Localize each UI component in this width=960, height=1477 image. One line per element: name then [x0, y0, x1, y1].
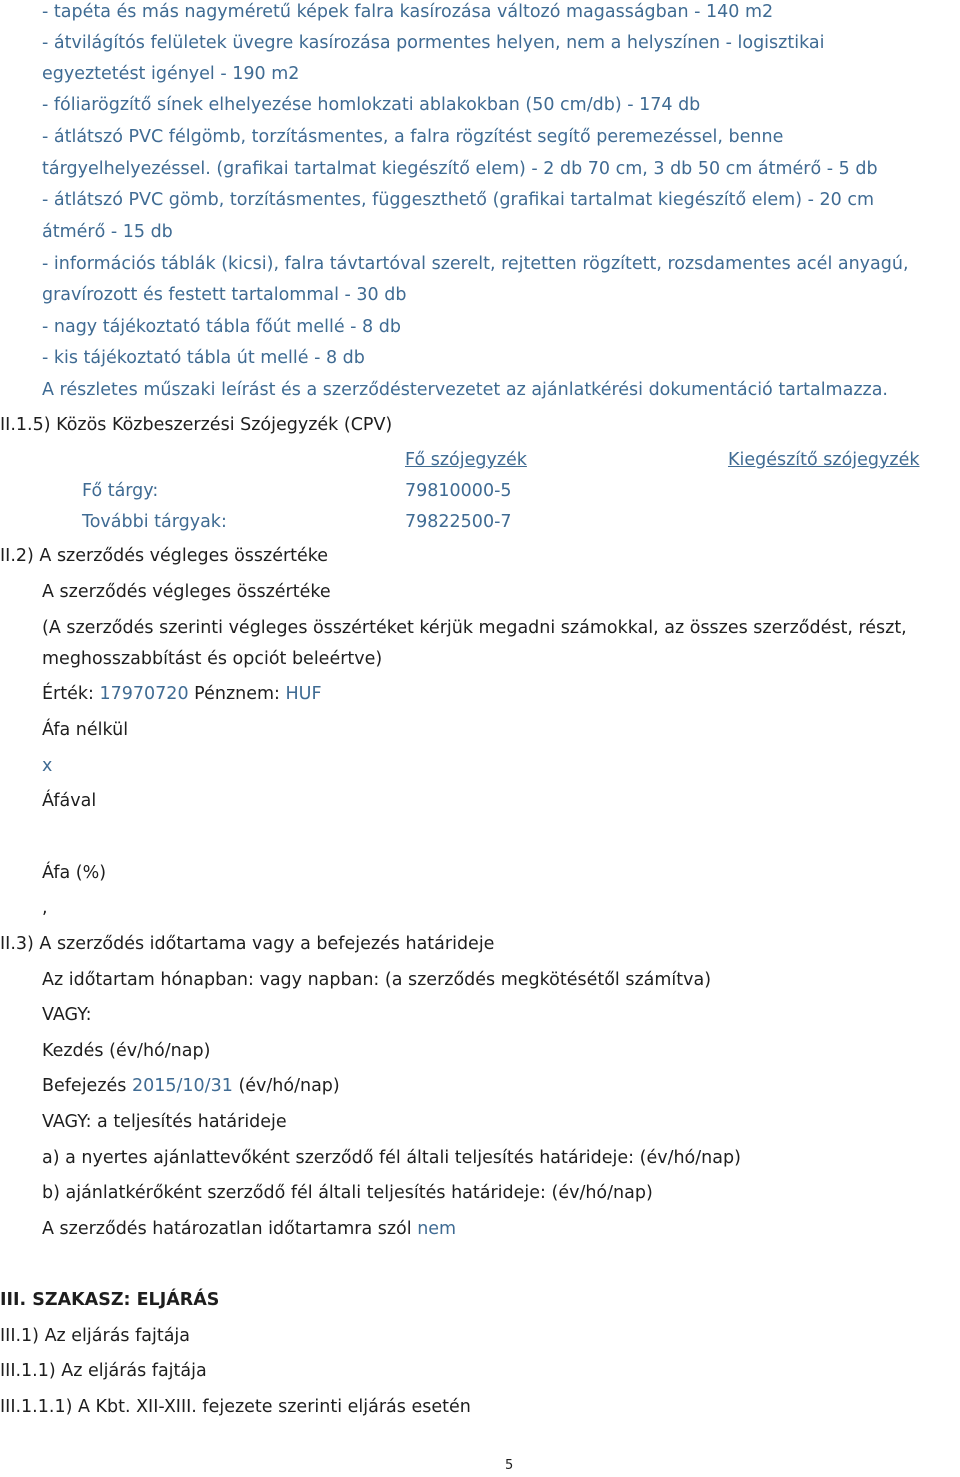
cpv-other-subject-code: 79822500-7 — [405, 512, 512, 532]
duration-indefinite-value: nem — [417, 1219, 457, 1239]
duration-months-days: Az időtartam hónapban: vagy napban: (a szerződés megkötésétől számítva) — [42, 970, 712, 990]
description-line: - átlátszó PVC félgömb, torzításmentes, a falra rögzítést segítő peremezéssel, benne — [42, 127, 784, 147]
description-line: A részletes műszaki leírást és a szerződéstervezetet az ajánlatkérési dokumentáció tartalmazza. — [42, 380, 888, 400]
section-iii-1-1-1: III.1.1.1) A Kbt. XII-XIII. fejezete szerinti eljárás esetén — [0, 1397, 471, 1417]
vat-excluded-label: Áfa nélkül — [42, 720, 129, 740]
cpv-other-subject-label: További tárgyak: — [82, 512, 227, 532]
value-note: meghosszabbítást és opciót beleértve) — [42, 649, 383, 669]
duration-deadline-a: a) a nyertes ajánlattevőként szerződő fél általi teljesítés határideje: (év/hó/nap) — [42, 1148, 741, 1168]
description-line: egyeztetést igényel - 190 m2 — [42, 64, 300, 84]
section-iii-heading: III. SZAKASZ: ELJÁRÁS — [0, 1290, 220, 1310]
currency-value: HUF — [285, 684, 322, 704]
value-heading: II.2) A szerződés végleges összértéke — [0, 546, 329, 566]
value-amount: 17970720 — [99, 684, 189, 704]
description-line: - tapéta és más nagyméretű képek falra kasírozása változó magasságban - 140 m2 — [42, 2, 774, 22]
value-amount-line — [42, 682, 322, 706]
value-label: Érték: — [42, 684, 94, 704]
cpv-main-subject-code: 79810000-5 — [405, 481, 512, 501]
cpv-main-vocab-header: Fő szójegyzék — [405, 450, 527, 470]
section-iii-1-1: III.1.1) Az eljárás fajtája — [0, 1361, 207, 1381]
duration-deadline-b: b) ajánlatkérőként szerződő fél általi teljesítés határideje: (év/hó/nap) — [42, 1183, 653, 1203]
duration-end-date: 2015/10/31 — [131, 1076, 233, 1096]
vat-percent-value: , — [42, 898, 48, 918]
value-note: (A szerződés szerinti végleges összértéket kérjük megadni számokkal, az összes szerződést, részt, — [42, 618, 907, 638]
description-line: - fóliarögzítő sínek elhelyezése homlokzati ablakokban (50 cm/db) - 174 db — [42, 95, 701, 115]
duration-heading: II.3) A szerződés időtartama vagy a befejezés határideje — [0, 934, 495, 954]
cpv-main-subject-label: Fő tárgy: — [82, 481, 159, 501]
vat-percent-label: Áfa (%) — [42, 863, 107, 883]
description-line: tárgyelhelyezéssel. (grafikai tartalmat kiegészítő elem) - 2 db 70 cm, 3 db 50 cm átmérő - 5 db — [42, 159, 878, 179]
value-subheading: A szerződés végleges összértéke — [42, 582, 331, 602]
duration-start: Kezdés (év/hó/nap) — [42, 1041, 211, 1061]
description-line: - átlátszó PVC gömb, torzításmentes, függeszthető (grafikai tartalmat kiegészítő elem) - 20 cm — [42, 190, 874, 210]
duration-end-format: (év/hó/nap) — [238, 1076, 340, 1096]
description-line: - nagy tájékoztató tábla főút mellé - 8 db — [42, 317, 401, 337]
duration-or: VAGY: — [42, 1005, 92, 1025]
description-line: - információs táblák (kicsi), falra távtartóval szerelt, rejtetten rögzített, rozsdamentes acél anyagú, — [42, 254, 909, 274]
section-iii-1: III.1) Az eljárás fajtája — [0, 1326, 191, 1346]
duration-deadline-heading: VAGY: a teljesítés határideje — [42, 1112, 287, 1132]
duration-end-line — [42, 1074, 340, 1098]
vat-excluded-mark: x — [42, 756, 53, 776]
cpv-supplementary-vocab-header: Kiegészítő szójegyzék — [728, 450, 920, 470]
duration-end-label: Befejezés — [42, 1076, 127, 1096]
duration-indefinite-label: A szerződés határozatlan időtartamra szól — [42, 1219, 412, 1239]
description-line: - átvilágítós felületek üvegre kasírozása pormentes helyen, nem a helyszínen - logisztikai — [42, 33, 825, 53]
description-line: - kis tájékoztató tábla út mellé - 8 db — [42, 348, 365, 368]
cpv-heading: II.1.5) Közös Közbeszerzési Szójegyzék (CPV) — [0, 415, 393, 435]
vat-included-label: Áfával — [42, 791, 97, 811]
description-line: gravírozott és festett tartalommal - 30 db — [42, 285, 407, 305]
duration-indefinite-line — [42, 1217, 456, 1241]
currency-label: Pénznem: — [194, 684, 280, 704]
page-number: 5 — [505, 1458, 514, 1473]
description-line: átmérő - 15 db — [42, 222, 173, 242]
